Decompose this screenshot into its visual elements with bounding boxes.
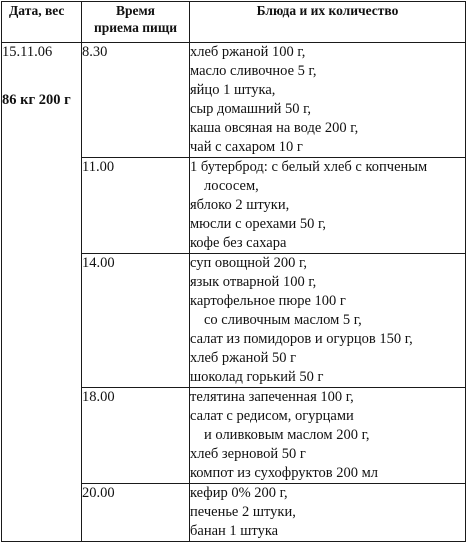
meal-time-value: 11.00 <box>82 159 115 175</box>
meal-item-line: печенье 2 штуки, <box>190 504 296 520</box>
meal-item-line: компот из сухофруктов 200 мл <box>190 465 379 481</box>
meal-time-cell <box>82 484 190 542</box>
meal-item-line: мюсли с орехами 50 г, <box>190 216 326 232</box>
meal-time-value: 20.00 <box>82 485 115 501</box>
meal-item-line: со сливочным маслом 5 г, <box>204 312 362 328</box>
header-date-weight-label: Дата, вес <box>9 3 65 18</box>
meal-time-value: 14.00 <box>82 255 115 271</box>
meal-item-line: каша овсяная на воде 200 г, <box>190 120 359 136</box>
meal-items-cell <box>190 388 466 484</box>
meal-item-line: и оливковым маслом 200 г, <box>204 427 370 443</box>
meal-time-cell <box>82 43 190 158</box>
meal-item-line: чай с сахаром 10 г <box>190 139 303 155</box>
meal-items-cell <box>190 254 466 388</box>
meal-item-line: кофе без сахара <box>190 235 287 251</box>
meal-item-line: яблоко 2 штуки, <box>190 197 290 213</box>
meal-item-line: хлеб зерновой 50 г <box>190 446 306 462</box>
weight-value: 86 кг 200 г <box>2 92 71 108</box>
meal-item-line: картофельное пюре 100 г <box>190 293 346 309</box>
meal-time-cell <box>82 158 190 254</box>
food-diary-table <box>1 1 466 542</box>
meal-time-cell <box>82 388 190 484</box>
meal-items-cell <box>190 43 466 158</box>
meal-time-value: 18.00 <box>82 389 115 405</box>
table-header <box>2 2 466 43</box>
header-date-weight <box>2 2 82 43</box>
header-meal-time-line1: Время <box>115 3 155 18</box>
date-weight-cell <box>2 43 82 542</box>
meal-item-line: лососем, <box>204 178 259 194</box>
meal-items-cell <box>190 158 466 254</box>
meal-item-line: яйцо 1 штука, <box>190 82 276 98</box>
header-dishes-label: Блюда и их количество <box>256 3 399 18</box>
header-meal-time <box>82 2 190 43</box>
meal-item-line: кефир 0% 200 г, <box>190 485 288 501</box>
meal-item-line: хлеб ржаной 100 г, <box>190 44 306 60</box>
meal-items-cell <box>190 484 466 542</box>
date-value: 15.11.06 <box>2 44 53 60</box>
header-meal-time-line2: приема пищи <box>93 20 178 35</box>
meal-time-cell <box>82 254 190 388</box>
meal-item-line: хлеб ржаной 50 г <box>190 350 297 366</box>
meal-time-value: 8.30 <box>82 44 108 60</box>
table-body <box>2 43 466 542</box>
table-row <box>2 43 466 158</box>
meal-item-line: салат с редисом, огурцами <box>190 408 354 424</box>
meal-item-line: язык отварной 100 г, <box>190 274 317 290</box>
meal-item-line: салат из помидоров и огурцов 150 г, <box>190 331 413 347</box>
meal-item-line: сыр домашний 50 г, <box>190 101 312 117</box>
meal-item-line: банан 1 штука <box>190 523 279 539</box>
meal-item-line: масло сливочное 5 г, <box>190 63 317 79</box>
meal-item-line: 1 бутерброд: с белый хлеб с копченым <box>190 159 428 175</box>
meal-item-line: шоколад горький 50 г <box>190 369 324 385</box>
meal-item-line: суп овощной 200 г, <box>190 255 307 271</box>
header-row <box>2 2 466 43</box>
meal-item-line: телятина запеченная 100 г, <box>190 389 354 405</box>
header-dishes <box>190 2 466 43</box>
